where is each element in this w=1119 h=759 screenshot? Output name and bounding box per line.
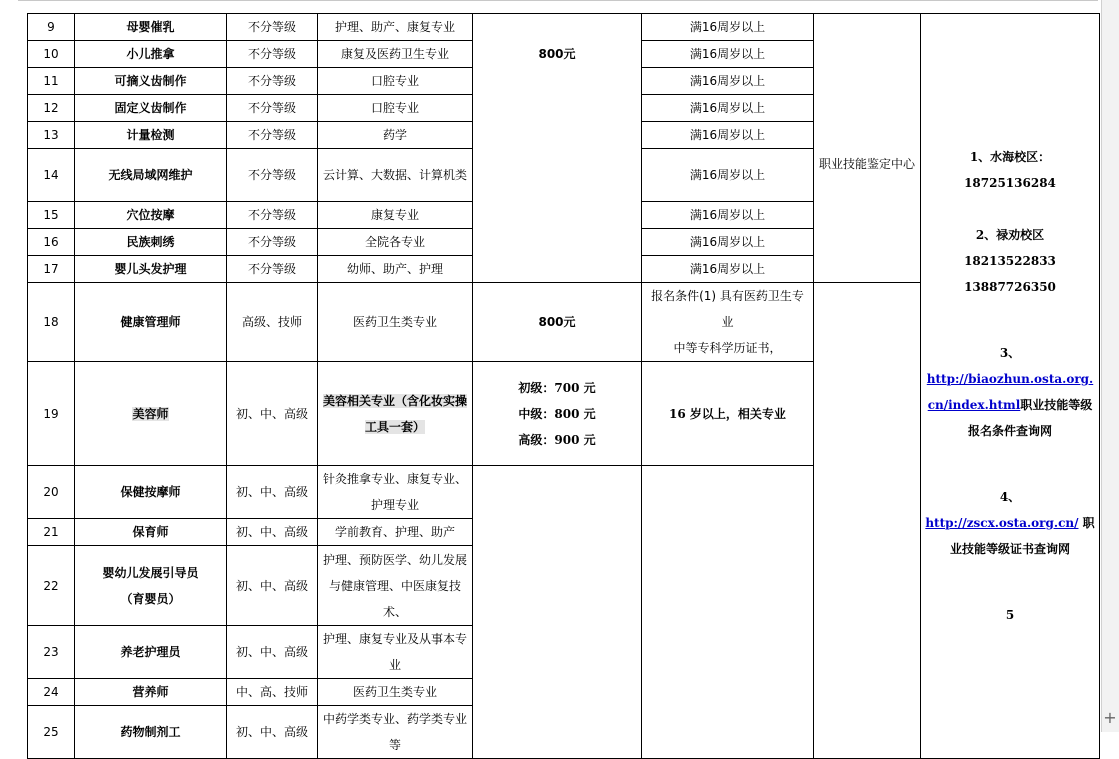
occupation-name: 计量检测 — [75, 122, 227, 149]
level-cell: 初、中、高级 — [227, 546, 318, 626]
requirement-cell: 满16周岁以上 — [642, 122, 814, 149]
level-cell: 不分等级 — [227, 202, 318, 229]
row-number: 16 — [28, 229, 75, 256]
level-cell: 不分等级 — [227, 41, 318, 68]
campus-luquan-title: 2、禄劝校区 — [975, 228, 1045, 242]
empty-cell — [814, 283, 921, 759]
major-cell — [318, 362, 473, 466]
row-number: 10 — [28, 41, 75, 68]
level-cell: 初、中、高级 — [227, 626, 318, 679]
level-cell: 初、中、高级 — [227, 362, 318, 466]
occupation-name: 保育师 — [75, 519, 227, 546]
level-cell: 不分等级 — [227, 256, 318, 283]
major-cell: 幼师、助产、护理 — [318, 256, 473, 283]
requirement-cell: 满16周岁以上 — [642, 68, 814, 95]
major-cell: 康复专业 — [318, 202, 473, 229]
level-cell: 初、中、高级 — [227, 466, 318, 519]
empty-fee-cell — [473, 466, 642, 759]
certificate-query-desc: 职业技能等级证书查询网 — [949, 516, 1095, 556]
major-cell: 医药卫生类专业 — [318, 283, 473, 362]
requirement-cell: 满16周岁以上 — [642, 149, 814, 202]
occupation-name: 穴位按摩 — [75, 202, 227, 229]
occupation-name-line: （育婴员） — [120, 591, 181, 606]
vertical-scrollbar[interactable] — [1101, 0, 1119, 732]
row-number: 13 — [28, 122, 75, 149]
occupation-name: 营养师 — [75, 679, 227, 706]
major-cell: 护理、康复专业及从事本专业 — [318, 626, 473, 679]
fee-cell: 800元 — [473, 283, 642, 362]
occupation-name: 小儿推拿 — [75, 41, 227, 68]
plus-icon[interactable]: + — [1103, 708, 1117, 727]
item-5-number: 5 — [1005, 608, 1015, 622]
highlighted-major: 美容相关专业（含化妆实操工具一套） — [322, 393, 467, 434]
major-cell: 口腔专业 — [318, 68, 473, 95]
row-number: 12 — [28, 95, 75, 122]
fee-line-primary: 初级：700 元 — [518, 380, 596, 395]
certification-center: 职业技能鉴定中心 — [814, 14, 921, 283]
major-cell: 全院各专业 — [318, 229, 473, 256]
requirement-line: 中等专科学历证书， — [673, 341, 782, 355]
major-cell: 药学 — [318, 122, 473, 149]
major-cell: 云计算、大数据、计算机类 — [318, 149, 473, 202]
row-number: 18 — [28, 283, 75, 362]
requirement-cell: 16 岁以上，相关专业 — [642, 362, 814, 466]
item-3-number: 3、 — [999, 346, 1021, 360]
requirement-cell: 满16周岁以上 — [642, 202, 814, 229]
occupation-name: 民族刺绣 — [75, 229, 227, 256]
occupation-name: 可摘义齿制作 — [75, 68, 227, 95]
level-cell: 不分等级 — [227, 229, 318, 256]
page-top-border — [18, 0, 1098, 7]
table-row — [28, 14, 1100, 41]
requirement-line: 报名条件(1) 具有医药卫生专业 — [651, 289, 804, 329]
level-cell: 不分等级 — [227, 122, 318, 149]
row-number: 22 — [28, 546, 75, 626]
occupation-name — [75, 362, 227, 466]
item-4-number: 4、 — [999, 490, 1021, 504]
fee-cell — [473, 362, 642, 466]
major-cell: 口腔专业 — [318, 95, 473, 122]
row-number: 17 — [28, 256, 75, 283]
fee-line-intermediate: 中级：800 元 — [518, 406, 596, 421]
row-number: 25 — [28, 706, 75, 759]
requirements-link[interactable]: http://biaozhun.osta.org.cn/index.html — [926, 372, 1094, 412]
major-cell: 医药卫生类专业 — [318, 679, 473, 706]
row-number: 20 — [28, 466, 75, 519]
certification-table — [27, 13, 1100, 759]
campus-shuihai-phone: 18725136284 — [964, 176, 1056, 190]
major-cell: 针灸推拿专业、康复专业、护理专业 — [318, 466, 473, 519]
row-number: 23 — [28, 626, 75, 679]
campus-shuihai-title: 1、水海校区： — [969, 150, 1051, 164]
row-number: 11 — [28, 68, 75, 95]
occupation-name: 药物制剂工 — [75, 706, 227, 759]
major-cell: 护理、助产、康复专业 — [318, 14, 473, 41]
requirements-link-desc: 职业技能等级报名条件查询网 — [967, 398, 1093, 438]
campus-luquan-phone-1: 18213522833 — [964, 254, 1056, 268]
level-cell: 初、中、高级 — [227, 519, 318, 546]
occupation-name: 保健按摩师 — [75, 466, 227, 519]
occupation-name: 无线局域网维护 — [75, 149, 227, 202]
requirement-cell: 满16周岁以上 — [642, 41, 814, 68]
occupation-name: 固定义齿制作 — [75, 95, 227, 122]
row-number: 15 — [28, 202, 75, 229]
requirement-cell: 满16周岁以上 — [642, 95, 814, 122]
level-cell: 高级、技师 — [227, 283, 318, 362]
fee-line-advanced: 高级：900 元 — [518, 432, 596, 447]
occupation-name: 养老护理员 — [75, 626, 227, 679]
level-cell: 不分等级 — [227, 149, 318, 202]
occupation-name-line: 婴幼儿发展引导员 — [102, 565, 199, 580]
major-cell: 康复及医药卫生专业 — [318, 41, 473, 68]
row-number: 9 — [28, 14, 75, 41]
requirement-cell: 满16周岁以上 — [642, 256, 814, 283]
level-cell: 中、高、技师 — [227, 679, 318, 706]
level-cell: 不分等级 — [227, 95, 318, 122]
major-cell: 中药学类专业、药学类专业等 — [318, 706, 473, 759]
level-cell: 不分等级 — [227, 68, 318, 95]
major-cell: 学前教育、护理、助产 — [318, 519, 473, 546]
contact-info — [921, 14, 1100, 759]
occupation-name: 母婴催乳 — [75, 14, 227, 41]
row-number: 14 — [28, 149, 75, 202]
major-cell: 护理、预防医学、幼儿发展与健康管理、中医康复技术、 — [318, 546, 473, 626]
highlighted-name: 美容师 — [132, 406, 169, 421]
campus-luquan-phone-2: 13887726350 — [964, 280, 1056, 294]
row-number: 21 — [28, 519, 75, 546]
occupation-name: 健康管理师 — [75, 283, 227, 362]
empty-requirement-cell — [642, 466, 814, 759]
level-cell: 不分等级 — [227, 14, 318, 41]
row-number: 19 — [28, 362, 75, 466]
requirement-cell: 满16周岁以上 — [642, 14, 814, 41]
fee-cell: 800元 — [473, 14, 642, 283]
requirement-cell — [642, 283, 814, 362]
occupation-name — [75, 546, 227, 626]
row-number: 24 — [28, 679, 75, 706]
level-cell: 初、中、高级 — [227, 706, 318, 759]
occupation-name: 婴儿头发护理 — [75, 256, 227, 283]
certificate-query-link[interactable]: http://zscx.osta.org.cn/ — [925, 516, 1079, 530]
requirement-cell: 满16周岁以上 — [642, 229, 814, 256]
